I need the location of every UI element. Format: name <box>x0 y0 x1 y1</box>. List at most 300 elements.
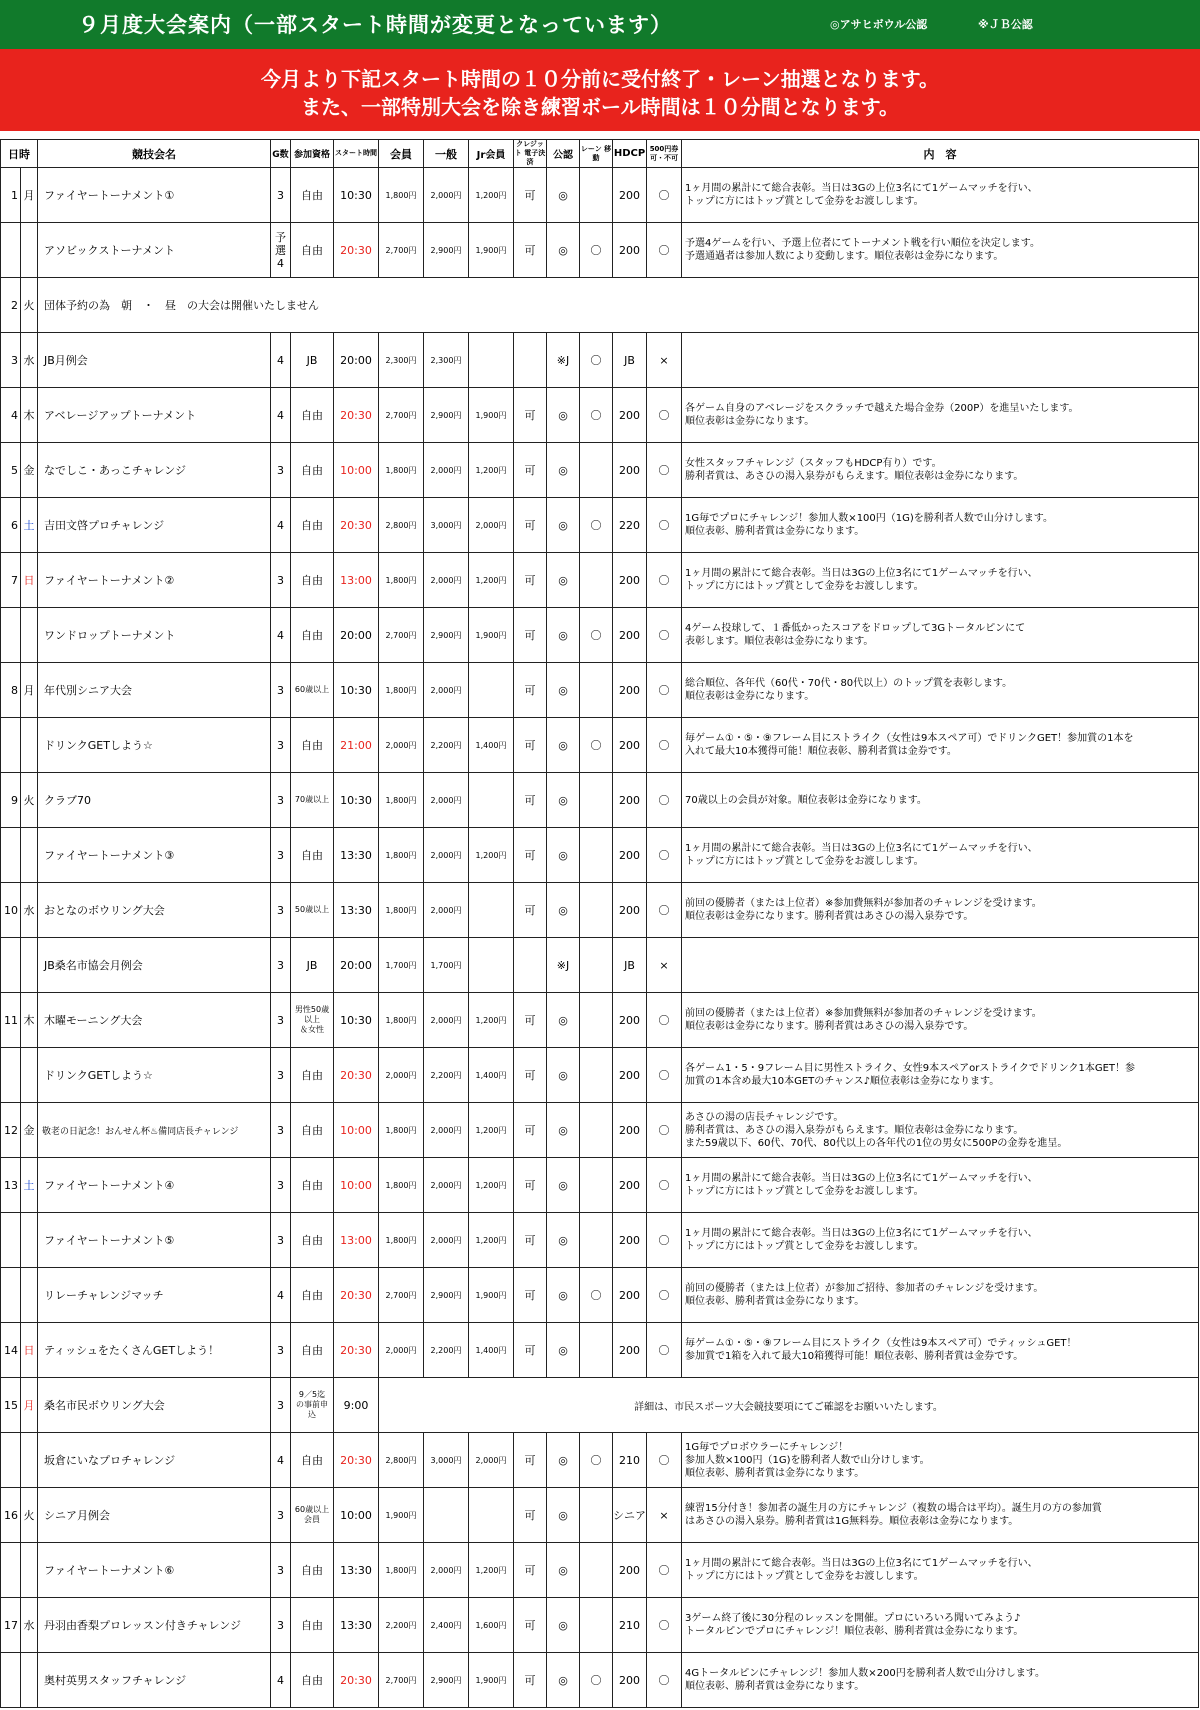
lane-move: 〇 <box>580 498 613 553</box>
coupon-ok: 〇 <box>647 553 682 608</box>
fee-jr <box>469 333 514 388</box>
credit-ok <box>514 938 547 993</box>
day-number: 12 <box>1 1103 21 1158</box>
hdcp: 200 <box>613 1543 647 1598</box>
table-row <box>1 883 1199 938</box>
fee-general: 2,000円 <box>424 993 469 1048</box>
table-row <box>1 1268 1199 1323</box>
asahi-certified: ◎ <box>547 168 580 223</box>
coupon-ok: 〇 <box>647 388 682 443</box>
event-name: JB桑名市協会月例会 <box>38 938 271 993</box>
jb-certified-note: ※ＪＢ公認 <box>978 18 1033 31</box>
eligibility: 自由 <box>291 1268 334 1323</box>
eligibility: 自由 <box>291 223 334 278</box>
table-row <box>1 278 1199 333</box>
fee-general: 2,900円 <box>424 388 469 443</box>
schedule-table-wrapper <box>0 139 1200 1708</box>
asahi-certified: ※J <box>547 333 580 388</box>
event-description: 1G毎でプロボウラーにチャレンジ！ 参加人数×100円（1G)を勝利者人数で山分けします。 順位表彰、勝利者賞は金券になります。 <box>682 1433 1199 1488</box>
table-header-row <box>1 140 1199 168</box>
fee-general: 2,400円 <box>424 1598 469 1653</box>
col-general: 一般 <box>424 140 469 168</box>
page-header <box>0 0 1200 49</box>
event-description: 4Gトータルピンにチャレンジ！参加人数×200円を勝利者人数で山分けします。 順位表彰、勝利者賞は金券になります。 <box>682 1653 1199 1708</box>
asahi-certified: ◎ <box>547 1103 580 1158</box>
hdcp: 200 <box>613 993 647 1048</box>
event-name: 吉田文啓プロチャレンジ <box>38 498 271 553</box>
coupon-ok: 〇 <box>647 718 682 773</box>
weekday: 水 <box>21 1598 38 1653</box>
start-time: 20:30 <box>334 1048 379 1103</box>
eligibility: JB <box>291 333 334 388</box>
start-time: 20:00 <box>334 333 379 388</box>
coupon-ok: 〇 <box>647 443 682 498</box>
fee-member: 2,000円 <box>379 1323 424 1378</box>
event-name: 木曜モーニング大会 <box>38 993 271 1048</box>
event-description: 4ゲーム投球して、１番低かったスコアをドロップして3Gトータルピンにて 表彰します。順位表彰は金券になります。 <box>682 608 1199 663</box>
fee-member: 1,800円 <box>379 1543 424 1598</box>
lane-move <box>580 553 613 608</box>
day-number: 1 <box>1 168 21 223</box>
coupon-ok: 〇 <box>647 223 682 278</box>
credit-ok: 可 <box>514 1268 547 1323</box>
hdcp: 200 <box>613 883 647 938</box>
eligibility: 自由 <box>291 1543 334 1598</box>
weekday <box>21 938 38 993</box>
start-time: 21:00 <box>334 718 379 773</box>
hdcp: 200 <box>613 663 647 718</box>
fee-jr: 1,600円 <box>469 1598 514 1653</box>
games-count: 4 <box>271 1653 291 1708</box>
lane-move: 〇 <box>580 388 613 443</box>
games-count: 3 <box>271 1323 291 1378</box>
eligibility: 自由 <box>291 718 334 773</box>
asahi-certified: ◎ <box>547 1048 580 1103</box>
table-row <box>1 443 1199 498</box>
credit-ok: 可 <box>514 1213 547 1268</box>
event-name: 坂倉にいなプロチャレンジ <box>38 1433 271 1488</box>
col-coupon: 500円券 可・不可 <box>647 140 682 168</box>
event-name: ファイヤートーナメント④ <box>38 1158 271 1213</box>
day-number: 4 <box>1 388 21 443</box>
day-number <box>1 718 21 773</box>
event-name: ファイヤートーナメント② <box>38 553 271 608</box>
table-row <box>1 608 1199 663</box>
table-row <box>1 1598 1199 1653</box>
games-count: 3 <box>271 1158 291 1213</box>
credit-ok: 可 <box>514 663 547 718</box>
fee-general: 2,200円 <box>424 1323 469 1378</box>
weekday <box>21 1213 38 1268</box>
day-number: 11 <box>1 993 21 1048</box>
fee-member: 2,700円 <box>379 223 424 278</box>
event-description: 1ヶ月間の累計にて総合表彰。当日は3Gの上位3名にて1ゲームマッチを行い、 トップに方にはトップ賞として金券をお渡しします。 <box>682 553 1199 608</box>
fee-jr: 1,400円 <box>469 718 514 773</box>
games-count: 3 <box>271 663 291 718</box>
eligibility: JB <box>291 938 334 993</box>
event-name: おとなのボウリング大会 <box>38 883 271 938</box>
fee-jr: 1,200円 <box>469 828 514 883</box>
start-time: 13:00 <box>334 553 379 608</box>
table-row <box>1 1158 1199 1213</box>
weekday: 金 <box>21 443 38 498</box>
fee-member: 2,200円 <box>379 1598 424 1653</box>
games-count: 3 <box>271 1213 291 1268</box>
weekday: 金 <box>21 1103 38 1158</box>
day-number: 5 <box>1 443 21 498</box>
eligibility: 60歳以上 <box>291 663 334 718</box>
fee-general: 3,000円 <box>424 498 469 553</box>
lane-move <box>580 773 613 828</box>
hdcp: 200 <box>613 168 647 223</box>
fee-general: 2,900円 <box>424 1268 469 1323</box>
hdcp: 220 <box>613 498 647 553</box>
asahi-certified: ◎ <box>547 498 580 553</box>
table-row <box>1 773 1199 828</box>
credit-ok: 可 <box>514 168 547 223</box>
lane-move <box>580 828 613 883</box>
event-name: リレーチャレンジマッチ <box>38 1268 271 1323</box>
start-time: 20:30 <box>334 1653 379 1708</box>
weekday <box>21 1048 38 1103</box>
fee-jr: 1,900円 <box>469 223 514 278</box>
coupon-ok: 〇 <box>647 1433 682 1488</box>
fee-member: 2,700円 <box>379 1268 424 1323</box>
weekday: 月 <box>21 168 38 223</box>
day-number <box>1 1653 21 1708</box>
fee-general: 2,000円 <box>424 1158 469 1213</box>
start-time: 13:30 <box>334 828 379 883</box>
asahi-certified: ◎ <box>547 1598 580 1653</box>
start-time: 20:30 <box>334 223 379 278</box>
weekday: 月 <box>21 1378 38 1433</box>
games-count: 3 <box>271 828 291 883</box>
fee-member: 2,800円 <box>379 1433 424 1488</box>
hdcp: 200 <box>613 828 647 883</box>
games-count: 4 <box>271 388 291 443</box>
fee-general: 1,700円 <box>424 938 469 993</box>
day-number: 13 <box>1 1158 21 1213</box>
eligibility: 9／5迄 の事前申 込 <box>291 1378 334 1433</box>
asahi-certified: ◎ <box>547 718 580 773</box>
asahi-certified: ◎ <box>547 1488 580 1543</box>
lane-move: 〇 <box>580 223 613 278</box>
asahi-certified: ◎ <box>547 993 580 1048</box>
start-time: 20:00 <box>334 608 379 663</box>
games-count: 3 <box>271 883 291 938</box>
credit-ok: 可 <box>514 388 547 443</box>
day-number: 6 <box>1 498 21 553</box>
event-name: アベレージアップトーナメント <box>38 388 271 443</box>
eligibility: 自由 <box>291 828 334 883</box>
event-description: 3ゲーム終了後に30分程のレッスンを開催。プロにいろいろ聞いてみよう♪ トータルピンでプロにチャレンジ！順位表彰、勝利者賞は金券になります。 <box>682 1598 1199 1653</box>
notice-line-1: 今月より下記スタート時間の１０分前に受付終了・レーン抽選となります。 <box>261 67 939 91</box>
fee-jr <box>469 773 514 828</box>
start-time: 10:30 <box>334 168 379 223</box>
games-count: 4 <box>271 333 291 388</box>
coupon-ok: 〇 <box>647 1543 682 1598</box>
lane-move <box>580 1543 613 1598</box>
coupon-ok: 〇 <box>647 993 682 1048</box>
event-description <box>682 938 1199 993</box>
table-row <box>1 1653 1199 1708</box>
credit-ok: 可 <box>514 1323 547 1378</box>
lane-move <box>580 1048 613 1103</box>
games-count: 3 <box>271 1103 291 1158</box>
event-description: 前回の優勝者（または上位者）※参加費無料が参加者のチャレンジを受けます。 順位表彰は金券になります。勝利者賞はあさひの湯入泉券です。 <box>682 993 1199 1048</box>
lane-move: 〇 <box>580 1433 613 1488</box>
start-time: 10:30 <box>334 993 379 1048</box>
fee-jr: 1,400円 <box>469 1048 514 1103</box>
eligibility: 自由 <box>291 1653 334 1708</box>
games-count: 予 選 4 <box>271 223 291 278</box>
event-name: ドリンクGETしよう☆ <box>38 718 271 773</box>
fee-member: 1,800円 <box>379 168 424 223</box>
day-number <box>1 1213 21 1268</box>
start-time: 10:30 <box>334 663 379 718</box>
lane-move: 〇 <box>580 333 613 388</box>
credit-ok: 可 <box>514 1598 547 1653</box>
day-number: 7 <box>1 553 21 608</box>
event-name: JB月例会 <box>38 333 271 388</box>
day-number: 15 <box>1 1378 21 1433</box>
table-row <box>1 333 1199 388</box>
asahi-certified: ◎ <box>547 223 580 278</box>
lane-move <box>580 1323 613 1378</box>
fee-general: 2,000円 <box>424 553 469 608</box>
eligibility: 自由 <box>291 1213 334 1268</box>
coupon-ok: 〇 <box>647 1048 682 1103</box>
col-games: G数 <box>271 140 291 168</box>
hdcp: 200 <box>613 1653 647 1708</box>
fee-member: 2,700円 <box>379 608 424 663</box>
table-row <box>1 1048 1199 1103</box>
fee-member: 2,700円 <box>379 388 424 443</box>
weekday <box>21 1433 38 1488</box>
hdcp: 200 <box>613 1048 647 1103</box>
fee-jr: 1,900円 <box>469 1653 514 1708</box>
lane-move <box>580 938 613 993</box>
table-row <box>1 718 1199 773</box>
fee-jr <box>469 883 514 938</box>
coupon-ok: 〇 <box>647 1268 682 1323</box>
weekday <box>21 223 38 278</box>
start-time: 13:00 <box>334 1213 379 1268</box>
table-row <box>1 168 1199 223</box>
start-time: 20:30 <box>334 498 379 553</box>
fee-general: 2,000円 <box>424 883 469 938</box>
coupon-ok: 〇 <box>647 608 682 663</box>
asahi-certified: ◎ <box>547 1213 580 1268</box>
col-start: スタート時間 <box>334 140 379 168</box>
start-time: 10:00 <box>334 1103 379 1158</box>
fee-jr: 1,900円 <box>469 388 514 443</box>
credit-ok: 可 <box>514 993 547 1048</box>
weekday <box>21 608 38 663</box>
day-number: 17 <box>1 1598 21 1653</box>
day-number <box>1 1268 21 1323</box>
table-row <box>1 938 1199 993</box>
event-name: ファイヤートーナメント⑥ <box>38 1543 271 1598</box>
asahi-certified: ◎ <box>547 443 580 498</box>
games-count: 3 <box>271 1378 291 1433</box>
fee-general: 2,300円 <box>424 333 469 388</box>
asahi-certified: ◎ <box>547 828 580 883</box>
coupon-ok: × <box>647 333 682 388</box>
event-description: 1ヶ月間の累計にて総合表彰。当日は3Gの上位3名にて1ゲームマッチを行い、 トップに方にはトップ賞として金券をお渡しします。 <box>682 828 1199 883</box>
col-date: 日時 <box>1 140 38 168</box>
credit-ok: 可 <box>514 1103 547 1158</box>
coupon-ok: 〇 <box>647 1323 682 1378</box>
eligibility: 自由 <box>291 1433 334 1488</box>
event-name: 丹羽由香梨プロレッスン付きチャレンジ <box>38 1598 271 1653</box>
lane-move <box>580 443 613 498</box>
table-row <box>1 1543 1199 1598</box>
weekday: 水 <box>21 883 38 938</box>
start-time: 10:00 <box>334 1488 379 1543</box>
fee-jr: 1,200円 <box>469 443 514 498</box>
weekday <box>21 1543 38 1598</box>
weekday: 火 <box>21 1488 38 1543</box>
asahi-certified: ◎ <box>547 1268 580 1323</box>
hdcp: 210 <box>613 1598 647 1653</box>
eligibility: 自由 <box>291 608 334 663</box>
credit-ok: 可 <box>514 443 547 498</box>
day-number: 3 <box>1 333 21 388</box>
event-name: ワンドロップトーナメント <box>38 608 271 663</box>
event-description: あさひの湯の店長チャレンジです。 勝利者賞は、あさひの湯入泉券がもらえます。順位表彰は金券になります。 また59歳以下、60代、70代、80代以上の各年代の1位の男女に500Pの金券を進呈。 <box>682 1103 1199 1158</box>
weekday: 月 <box>21 663 38 718</box>
fee-general: 2,200円 <box>424 718 469 773</box>
fee-member: 1,700円 <box>379 938 424 993</box>
lane-move: 〇 <box>580 1653 613 1708</box>
schedule-rows <box>1 168 1199 1708</box>
lane-move <box>580 1158 613 1213</box>
eligibility: 自由 <box>291 168 334 223</box>
credit-ok: 可 <box>514 1048 547 1103</box>
fee-jr: 1,200円 <box>469 1543 514 1598</box>
games-count: 3 <box>271 1543 291 1598</box>
event-description: 前回の優勝者（または上位者）が参加ご招待、参加者のチャレンジを受けます。 順位表彰、勝利者賞は金券になります。 <box>682 1268 1199 1323</box>
page-title: ９月度大会案内（一部スタート時間が変更となっています） <box>78 13 672 37</box>
coupon-ok: 〇 <box>647 1158 682 1213</box>
day-number: 8 <box>1 663 21 718</box>
event-description: 各ゲーム1・5・9フレーム目に男性ストライク、女性9本スペアorストライクでドリンク1本GET！参 加賞の1本含め最大10本GETのチャンス♪順位表彰は金券になります。 <box>682 1048 1199 1103</box>
start-time: 13:30 <box>334 1543 379 1598</box>
col-jr: Jr会員 <box>469 140 514 168</box>
eligibility: 自由 <box>291 1158 334 1213</box>
lane-move <box>580 1488 613 1543</box>
credit-ok <box>514 333 547 388</box>
credit-ok: 可 <box>514 883 547 938</box>
table-row <box>1 663 1199 718</box>
credit-ok: 可 <box>514 498 547 553</box>
schedule-table <box>0 139 1199 1708</box>
table-row <box>1 223 1199 278</box>
eligibility: 60歳以上 会員 <box>291 1488 334 1543</box>
coupon-ok: × <box>647 938 682 993</box>
notice-line-2: また、一部特別大会を除き練習ボール時間は１０分間となります。 <box>301 95 899 119</box>
lane-move <box>580 1103 613 1158</box>
fee-general: 2,900円 <box>424 223 469 278</box>
fee-member: 1,800円 <box>379 993 424 1048</box>
fee-member: 1,800円 <box>379 773 424 828</box>
day-number <box>1 223 21 278</box>
weekday: 日 <box>21 1323 38 1378</box>
credit-ok: 可 <box>514 1158 547 1213</box>
start-time: 13:30 <box>334 1598 379 1653</box>
hdcp: 200 <box>613 1268 647 1323</box>
credit-ok: 可 <box>514 1433 547 1488</box>
col-name: 競技会名 <box>38 140 271 168</box>
event-name: 敬老の日記念！おんせん杯♨備同店長チャレンジ <box>38 1103 271 1158</box>
hdcp: 210 <box>613 1433 647 1488</box>
day-number <box>1 1048 21 1103</box>
asahi-certified: ◎ <box>547 1653 580 1708</box>
day-number: 10 <box>1 883 21 938</box>
hdcp: 200 <box>613 553 647 608</box>
lane-move: 〇 <box>580 608 613 663</box>
col-asahi: 公認 <box>547 140 580 168</box>
event-name: ドリンクGETしよう☆ <box>38 1048 271 1103</box>
credit-ok: 可 <box>514 1488 547 1543</box>
hdcp: 200 <box>613 1158 647 1213</box>
day-number <box>1 938 21 993</box>
col-member: 会員 <box>379 140 424 168</box>
fee-jr: 1,200円 <box>469 1103 514 1158</box>
hdcp: シニア <box>613 1488 647 1543</box>
fee-general <box>424 1488 469 1543</box>
table-row <box>1 553 1199 608</box>
table-row <box>1 498 1199 553</box>
fee-general: 2,000円 <box>424 1543 469 1598</box>
games-count: 4 <box>271 608 291 663</box>
fee-member: 1,800円 <box>379 828 424 883</box>
special-note: 団体予約の為 朝 ・ 昼 の大会は開催いたしません <box>38 278 1199 333</box>
col-hdcp: HDCP <box>613 140 647 168</box>
credit-ok: 可 <box>514 718 547 773</box>
weekday: 水 <box>21 333 38 388</box>
event-name: クラブ70 <box>38 773 271 828</box>
hdcp: 200 <box>613 1323 647 1378</box>
eligibility: 自由 <box>291 553 334 608</box>
event-description: 1ヶ月間の累計にて総合表彰。当日は3Gの上位3名にて1ゲームマッチを行い、 トップに方にはトップ賞として金券をお渡しします。 <box>682 1158 1199 1213</box>
fee-jr <box>469 1488 514 1543</box>
fee-member: 1,800円 <box>379 1103 424 1158</box>
col-lane: レーン 移動 <box>580 140 613 168</box>
coupon-ok: 〇 <box>647 1653 682 1708</box>
fee-member: 1,800円 <box>379 883 424 938</box>
lane-move <box>580 663 613 718</box>
hdcp: 200 <box>613 223 647 278</box>
fee-jr: 1,200円 <box>469 168 514 223</box>
event-name: 奥村英男スタッフチャレンジ <box>38 1653 271 1708</box>
start-time: 20:30 <box>334 1433 379 1488</box>
eligibility: 自由 <box>291 1103 334 1158</box>
weekday: 木 <box>21 993 38 1048</box>
asahi-certified: ◎ <box>547 1433 580 1488</box>
day-number <box>1 608 21 663</box>
start-time: 20:30 <box>334 1323 379 1378</box>
asahi-certified: ◎ <box>547 773 580 828</box>
hdcp: 200 <box>613 388 647 443</box>
weekday <box>21 718 38 773</box>
table-row <box>1 1378 1199 1433</box>
fee-general: 2,000円 <box>424 828 469 883</box>
fee-member: 1,800円 <box>379 443 424 498</box>
eligibility: 自由 <box>291 1598 334 1653</box>
fee-general: 2,000円 <box>424 1213 469 1268</box>
